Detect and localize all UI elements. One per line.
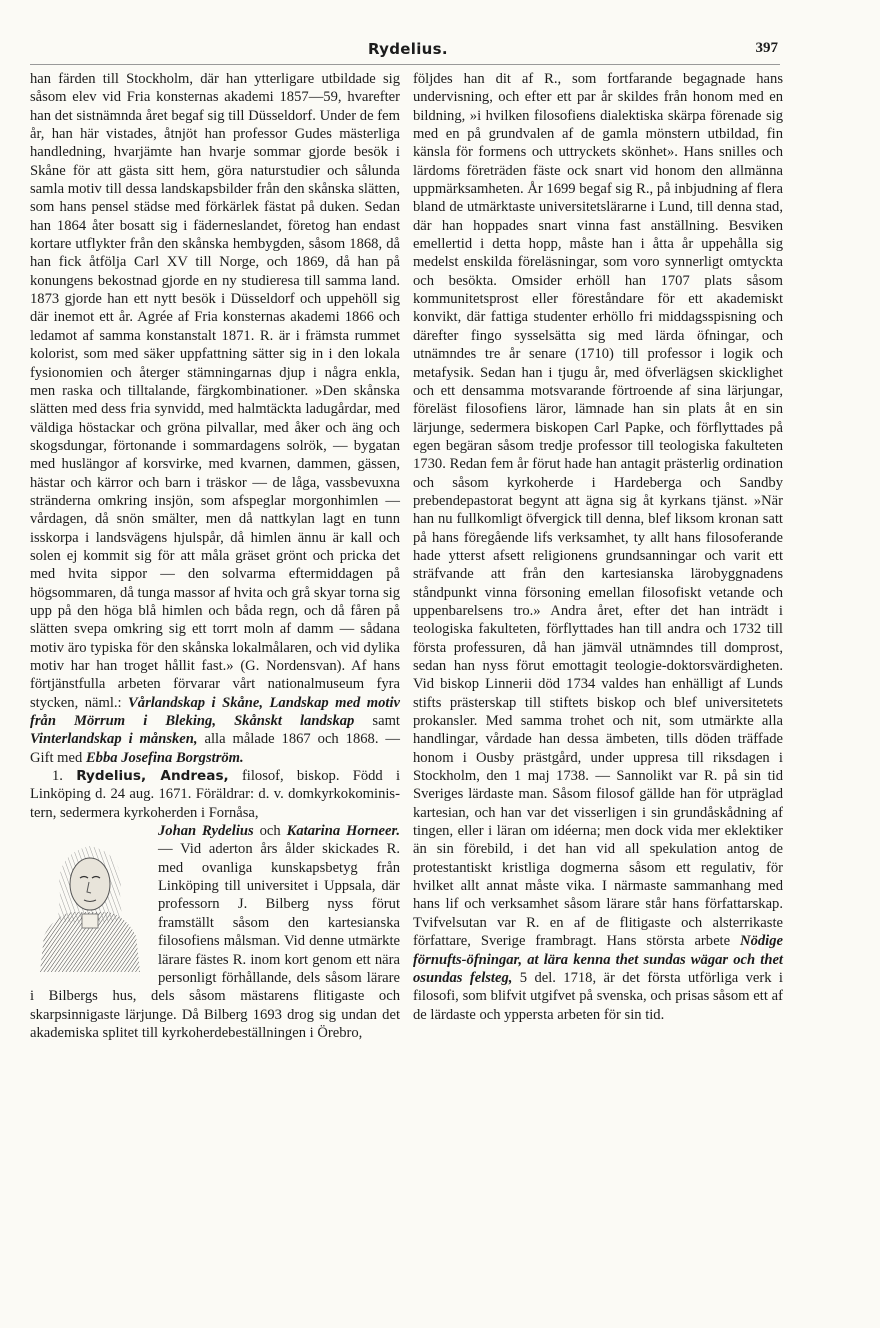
paragraph bbox=[413, 70, 783, 1024]
main-work-title: Nödige förnufts-öfningar, at lära kenna thet sundas wägar och thet osundas felsteg, bbox=[413, 933, 783, 986]
right-text-1: följdes han dit af R., som fortfarande begagnade hans undervisning, och efter ett par år skildes från honom med en bildning, »i hvilken filosofiens dialektiska skärpa förenade sig med en på grundvalen af de gamla mönstern utbildad, fin känsla för formens och uttryckets skönhet». Hans snilles och lärdoms företräden fäste ock snart vid honom den allmänna uppmärksamheten. År 1699 begaf sig R., på inbjudning af flera bland de utmärktaste universitetslärarne i Lund, till denna stad, där han hoppades snart vinna fast anställning. Besviken emellertid i detta hopp, måste han i åtta år uppehålla sig medelst enskilda föreläsningar, som voro synnerligt omtyckta och besökta. Omsider erhöll han 1707 plats såsom kommunitetsprost eller föreståndare för ett akademiskt konvikt, där fattiga studenter erhöllo fri middagsspisning och därefter fingo sysselsätta sig med lärda öfningar, och utnämndes tre år senare (1710) till professor i logik och metafysik. Sedan han i tjugu år, med öfverlägsen skicklighet och ett densamma motsvarande förtroende af sina lärjungar, föreläst filosofiens läror, lämnade han sin plats åt en sin lärjunge, sedermera biskopen Carl Papke, och förflyttades på egen begäran såsom tredje professor till teologiska fakulteten 1730. Redan fem år förut hade han antagit prästerlig ordination och såsom kyrkoherde i Hardeberga och Sandby prebendepastorat begynt att ägna sig åt kyrkans tjänst. »När han nu fullkomligt öfvergick till denna, blef liksom kronan satt på hans föregående lifs verksamhet, ty allt hans filosoferande hade ytterst afsett religionens grundsanningar och varit ett sträfvande att från den kartesianska lärobyggnadens ståndpunkt vinna försoning emellan filosofiskt vetande och uppenbarelsens tro.» Andra året, efter det han inträdt i teologiska fakulteten, förflyttades han till andra och 1732 till första professuren, då han jämväl utnämndes till domprost, sedan han nyss förut emottagit teologie-doktorsvärdigheten. Vid biskop Linnerii död 1734 valdes han enhälligt af Lunds stifts prästerskap till stiftets biskop och blef universitetets prokansler. Med samma trohet och nit, som utmärkte alla handlingar, vårdade han dessa ämbeten, tills döden träffade honom i Ousby prästgård, under uppresa till riksdagen i Stockholm, den 1 maj 1738. — Sannolikt var R. på sin tid Sveriges lärdaste man. Såsom filosof gällde han för utpräglad kartesian, och han var det visserligen i sin grundåskådning af tingen, eller i läran om idéerna; men dock vida mer eklektiker än sin förebild, i det han vid all spekulation antog de protestantiskt kristliga dogmerna såsom ett regulativ, för hvilket allt annat måste vika. I närmaste sammanhang med hans lif och verksamhet såsom lärare står hans författarskap. Tvifvelsutan var R. en af de flitigaste och alsterrikaste författare, Sverige frambragt. Hans största arbete bbox=[413, 71, 783, 950]
portrait-engraving bbox=[30, 824, 150, 972]
works-conjunction: samt bbox=[372, 713, 400, 730]
right-column bbox=[413, 70, 783, 1024]
portrait-illustration bbox=[30, 824, 150, 972]
left-column bbox=[30, 70, 400, 1042]
face-shape bbox=[70, 858, 110, 910]
entry-intro: filosof, biskop. Född i Linköping d. 24 aug. 1671. Föräldrar: d. v. domkyrkokoministern, sedermera kyrkoherden i Fornåsa, bbox=[30, 768, 400, 821]
paragraph bbox=[30, 70, 400, 767]
mother-name: Katarina Horneer. bbox=[286, 823, 400, 840]
previous-entry-text: han färden till Stockholm, där han ytterligare utbildade sig såsom elev vid Fria konsternas akademi 1857—59, hvarefter han det sistnämnda året begaf sig till Düsseldorf. Under de fem år, han här vistades, åtnjöt han professor Gudes mästerliga handledning, hvarjämte han hvarje sommar gjorde besök i Skåne för att gästa sitt hem, göra naturstudier och sålunda samla motiv till dessa landskapsbilder från den skånska slätten, som hans pensel städse med förkärlek fästat på duken. Sedan han 1864 åter bosatt sig i fäderneslandet, företog han endast kortare utflykter från den skånska hembygden, såsom 1868, då han fick åtfölja Carl XV till Norge, och 1869, då han på konungens bekostnad gjorde en ny studieresa till samma land. 1873 gjorde han ett nytt besök i Düsseldorf och uppehöll sig där inemot ett år. Agrée af Fria konsternas akademi 1866 och ledamot af samma konstanstalt 1871. R. är i främsta rummet kolorist, som med säker uppfattning sätter sig in i den lokala fysionomien och återger stämningarnas djup i några enkla, men raska och tilltalande, färgkombinationer. »Den skånska slätten med dess fria synvidd, med halmtäckta ladugårdar, med väldiga höstackar och gröna pilvallar, med åker och äng och skogsdungar, förtonande i sommardagens solrök, — bygatan med huslängor af korsvirke, med kvarnen, dammen, gässen, hästar och kärror och barn i träskor — de låga, vassbevuxna stränderna omkring insjön, som afspeglar morgonhimlen — vårdagen, då snön smälter, men då nattkylan lagt en tunn isskorpa i landsvägens hjulspår, då himlen ännu är kall och solen ej kommit sig för att måla gräset grönt och pricka det med hvita sippor — den solvarma eftermiddagen på högsommaren, då tunga massor af hvita och grå skyar torna sig upp på den höga blå himlen och båda regn, och då fåren på slätten svepa omkring sig ett torrt moln af damm — sådana motiv äro typiska för den skånska lokalmålaren, och vid dylika motiv har han troget hållit fast.» (G. Nordensvan). Af hans förtjänstfulla arbeten förvarar vårt nationalmuseum fyra stycken, näml.: bbox=[30, 71, 400, 711]
works-list: Vårlandskap i Skåne, Landskap med motiv från Mörrum i Bleking, Skånskt landskap bbox=[30, 694, 400, 730]
right-text-2: 5 del. 1718, är det första utförliga verk i filosofi, som blifvit utgifvet på svenska, och prisas såsom ett af de lärdaste och yppersta arbeten för sin tid. bbox=[413, 969, 783, 1023]
entry-body bbox=[30, 822, 400, 1042]
entry-name: Rydelius, Andreas, bbox=[76, 768, 229, 785]
page-header bbox=[0, 40, 880, 62]
conjunction: och bbox=[259, 823, 281, 840]
wife-name: Ebba Josefina Borgström. bbox=[85, 749, 244, 766]
collar-bands bbox=[82, 914, 98, 928]
painted-note: alla målade 1867 och 1868. — Gift med bbox=[30, 731, 401, 766]
entry-text: — Vid aderton års ålder skickades R. med ovanliga kunskapsbetyg från Linköping till universitet i Uppsala, där professorn J. Bilberg nyss förut framställt såsom den kartesianska filosofiens målsman. Vid denne utmärkte lärare fästes R. inom kort genom ett nära personligt förhållande, dels såsom lärare i Bilbergs hus, dels såsom mästarens flitigaste och skarpsinnigaste lärjunge. Då Bilberg 1693 drog sig undan det akademiska splitet till kyrkoherdebeställningen i Örebro, bbox=[30, 841, 400, 1041]
works-last: Vinterlandskap i månsken, bbox=[30, 731, 198, 748]
entry-number: 1. bbox=[52, 768, 63, 785]
header-rule bbox=[30, 64, 780, 65]
page-number: 397 bbox=[755, 40, 778, 56]
running-head: Rydelius. bbox=[368, 40, 448, 58]
entry-paragraph bbox=[30, 767, 400, 822]
father-name: Johan Rydelius bbox=[158, 823, 254, 840]
